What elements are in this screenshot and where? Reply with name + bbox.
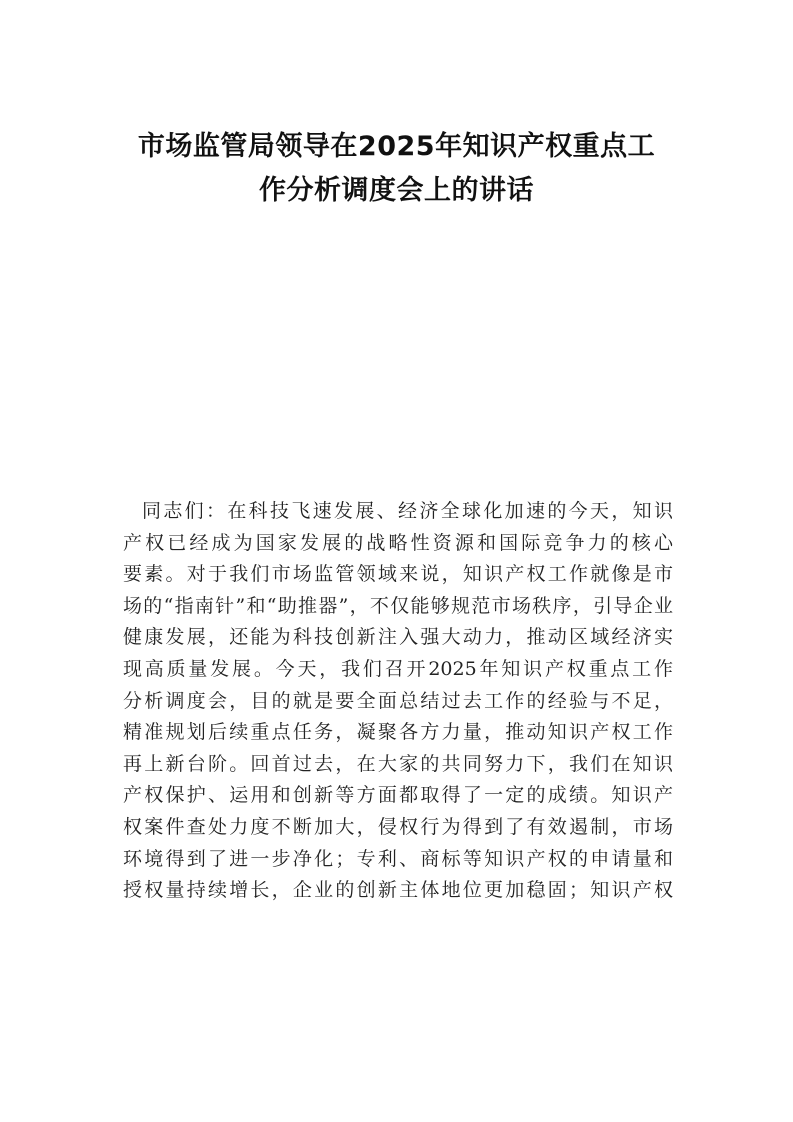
body-line: 产权保护、运用和创新等方面都取得了一定的成绩。知识产 <box>123 784 673 807</box>
body-line: 精准规划后续重点任务，凝聚各方力量，推动知识产权工作 <box>123 721 673 744</box>
body-line: 健康发展，还能为科技创新注入强大动力，推动区域经济实 <box>123 626 673 649</box>
body-line: 场的“指南针”和“助推器”，不仅能够规范市场秩序，引导企业 <box>123 594 673 617</box>
body-line: 权案件查处力度不断加大，侵权行为得到了有效遏制，市场 <box>123 815 673 838</box>
body-line: 分析调度会，目的就是要全面总结过去工作的经验与不足， <box>123 689 673 712</box>
body-line: 现高质量发展。今天，我们召开2025年知识产权重点工作 <box>123 657 673 680</box>
document-title-line-2: 作分析调度会上的讲话 <box>259 175 534 206</box>
body-line: 授权量持续增长，企业的创新主体地位更加稳固；知识产权 <box>123 879 673 902</box>
body-line: 要素。对于我们市场监管领域来说，知识产权工作就像是市 <box>123 563 673 586</box>
document-title <box>100 125 693 213</box>
body-line: 环境得到了进一步净化；专利、商标等知识产权的申请量和 <box>123 847 673 870</box>
document-body <box>123 496 673 907</box>
body-line: 同志们：在科技飞速发展、经济全球化加速的今天，知识 <box>142 500 673 522</box>
document-title-line-1: 市场监管局领导在2025年知识产权重点工 <box>137 131 656 162</box>
body-line: 再上新台阶。回首过去，在大家的共同努力下，我们在知识 <box>123 752 673 775</box>
body-line: 产权已经成为国家发展的战略性资源和国际竞争力的核心 <box>123 531 673 554</box>
